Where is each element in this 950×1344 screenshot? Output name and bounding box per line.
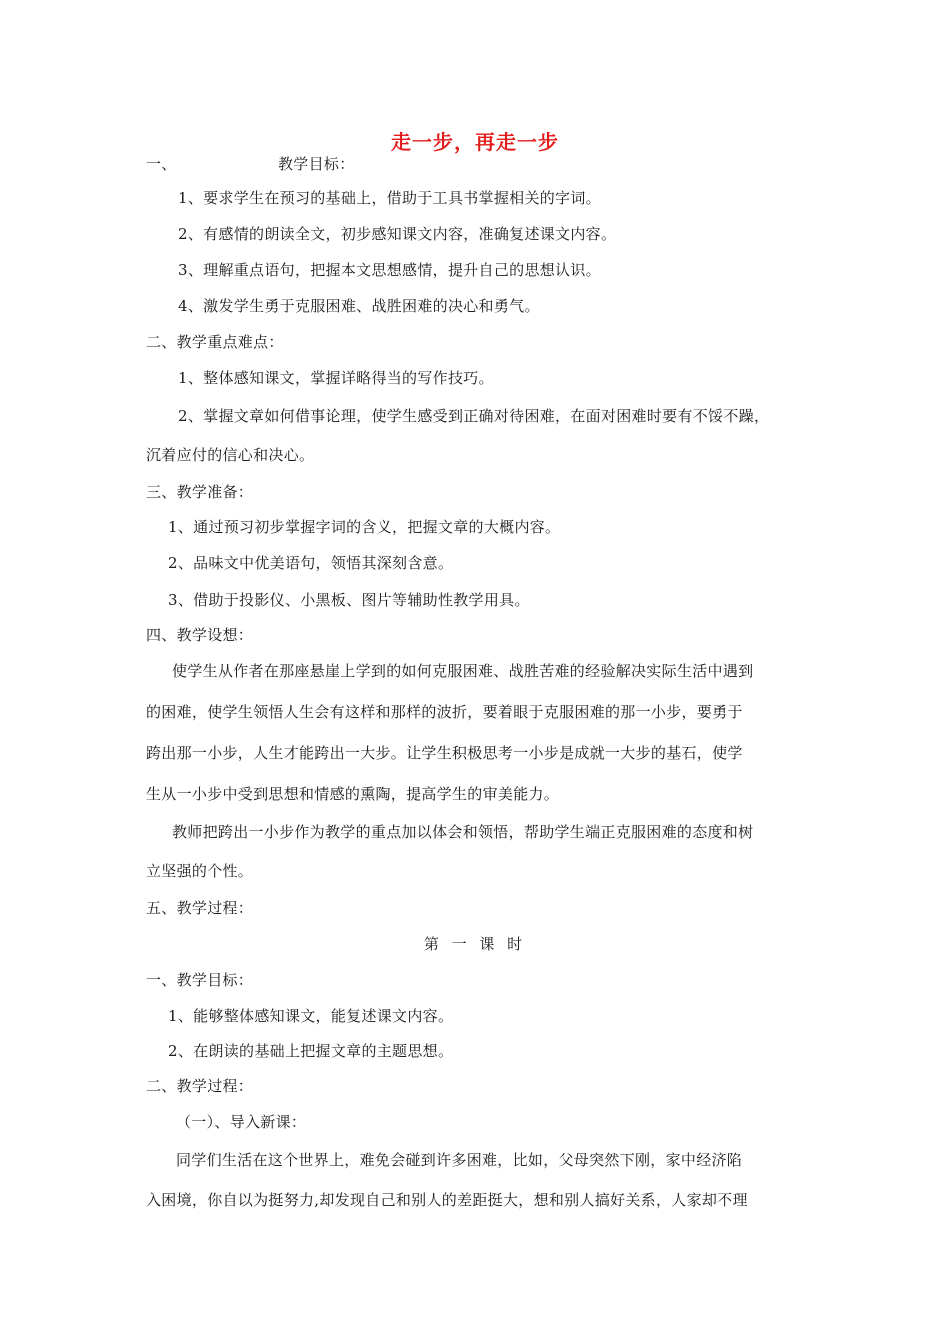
lesson-heading: 第 一 课 时 [423, 935, 527, 953]
lesson-objective-heading: 一、教学目标： [146, 971, 254, 989]
section-3-heading: 三、教学准备： [146, 483, 254, 501]
section-4-heading: 四、教学设想： [146, 626, 254, 644]
concept-paragraph-line: 使学生从作者在那座悬崖上学到的如何克服困难、战胜苦难的经验解决实际生活中遇到 [172, 662, 754, 680]
section-1-number: 一、 [146, 155, 177, 173]
concept-paragraph-line: 立坚强的个性。 [146, 862, 254, 880]
intro-paragraph-line: 同学们生活在这个世界上，难免会碰到许多困难，比如，父母突然下刚，家中经济陷 [176, 1151, 743, 1169]
section-2-heading: 二、教学重点难点： [146, 333, 284, 351]
preparation-item: 2、品味文中优美语句，领悟其深刻含意。 [168, 554, 454, 572]
concept-paragraph-line: 的困难，使学生领悟人生会有这样和那样的波折，要着眼于克服困难的那一小步，要勇于 [146, 703, 743, 721]
objective-item: 4、激发学生勇于克服困难、战胜困难的决心和勇气。 [178, 297, 540, 315]
concept-paragraph-line: 跨出那一小步，人生才能跨出一大步。让学生积极思考一小步是成就一大步的基石，使学 [146, 744, 743, 762]
document-title: 走一步，再走一步 [391, 130, 559, 154]
key-point-item: 1、整体感知课文，掌握详略得当的写作技巧。 [178, 369, 494, 387]
section-5-heading: 五、教学过程： [146, 899, 254, 917]
key-point-item-continued: 沉着应付的信心和决心。 [146, 446, 315, 464]
concept-paragraph-line: 生从一小步中受到思想和情感的熏陶，提高学生的审美能力。 [146, 785, 560, 803]
objective-item: 2、有感情的朗读全文，初步感知课文内容，准确复述课文内容。 [178, 225, 617, 243]
lesson-objective-item: 2、在朗读的基础上把握文章的主题思想。 [168, 1042, 454, 1060]
key-point-item: 2、掌握文章如何借事论理，使学生感受到正确对待困难，在面对困难时要有不馁不躁， [178, 407, 770, 425]
objective-item: 1、要求学生在预习的基础上，借助于工具书掌握相关的字词。 [178, 189, 601, 207]
section-1-heading: 教学目标： [278, 155, 355, 173]
intro-paragraph-line: 入困境，你自以为挺努力,却发现自己和别人的差距挺大，想和别人搞好关系，人家却不理 [146, 1191, 748, 1209]
objective-item: 3、理解重点语句，把握本文思想感情，提升自己的思想认识。 [178, 261, 601, 279]
lesson-process-heading: 二、教学过程： [146, 1077, 254, 1095]
preparation-item: 1、通过预习初步掌握字词的含义，把握文章的大概内容。 [168, 518, 561, 536]
lesson-process-subheading: （一）、导入新课： [176, 1113, 307, 1131]
preparation-item: 3、借助于投影仪、小黑板、图片等辅助性教学用具。 [168, 591, 530, 609]
concept-paragraph-line: 教师把跨出一小步作为教学的重点加以体会和领悟，帮助学生端正克服困难的态度和树 [172, 823, 754, 841]
lesson-objective-item: 1、能够整体感知课文，能复述课文内容。 [168, 1007, 454, 1025]
